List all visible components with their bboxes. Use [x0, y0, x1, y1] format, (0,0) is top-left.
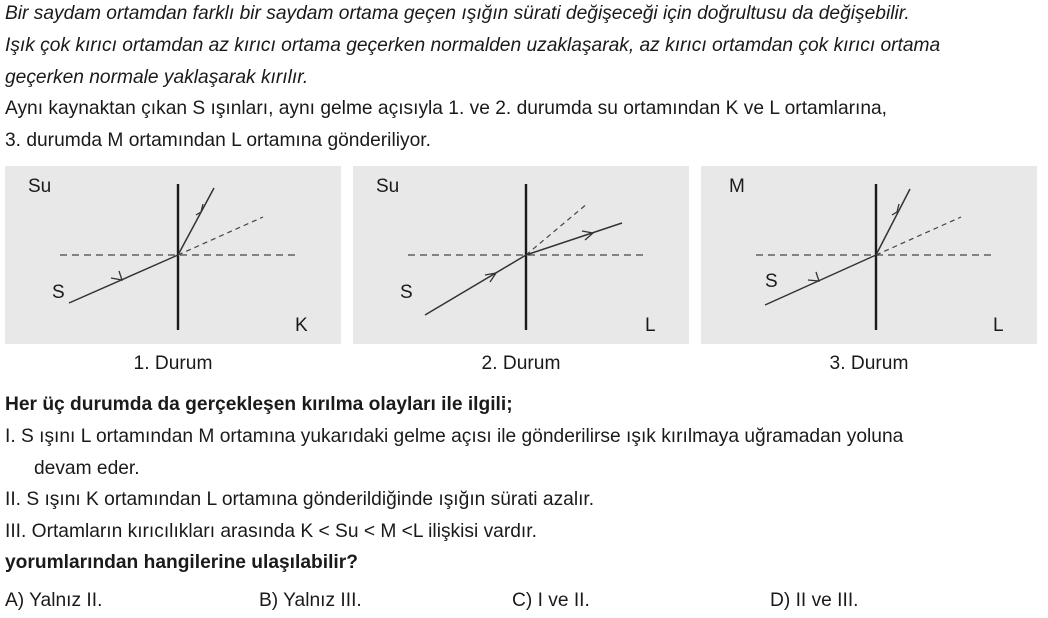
statement-1-line-2: devam eder. — [34, 458, 140, 479]
setup-line-1: Aynı kaynaktan çıkan S ışınları, aynı gelme açısıyla 1. ve 2. durumda su ortamından K ve L ortamlarına, — [5, 98, 888, 119]
undeviated-path-line — [876, 217, 961, 255]
incident-ray — [425, 255, 526, 315]
figure-1-diagram — [5, 166, 341, 344]
answer-option-c[interactable]: C) I ve II. — [512, 590, 590, 611]
statement-3: III. Ortamların kırıcılıkları arasında K < Su < M <L ilişkisi vardır. — [5, 521, 537, 542]
setup-line-2: 3. durumda M ortamından L ortamına gönderiliyor. — [5, 130, 431, 151]
refracted-ray — [526, 223, 622, 255]
incident-ray-arrow — [808, 272, 819, 281]
undeviated-path-line — [526, 203, 588, 255]
figure-3-diagram — [701, 166, 1037, 344]
figure-2-diagram — [353, 166, 689, 344]
question-prompt: yorumlarından hangilerine ulaşılabilir? — [5, 552, 358, 573]
medium-right-label: L — [645, 315, 656, 336]
incident-ray-arrow — [111, 271, 122, 280]
ray-label: S — [765, 271, 778, 292]
incident-ray — [765, 255, 876, 305]
question-stem: Her üç durumda da gerçekleşen kırılma olayları ile ilgili; — [5, 394, 513, 415]
intro-line-2: Işık çok kırıcı ortamdan az kırıcı ortama geçerken normalden uzaklaşarak, az kırıcı ortamdan çok kırıcı ortama — [5, 35, 941, 56]
answer-option-b[interactable]: B) Yalnız III. — [259, 590, 362, 611]
ray-label: S — [52, 282, 65, 303]
figure-2-caption: 2. Durum — [481, 353, 561, 374]
statement-2: II. S ışını K ortamından L ortamına gönderildiğinde ışığın sürati azalır. — [5, 489, 595, 510]
figure-2-panel — [353, 166, 689, 344]
incident-ray-arrow — [485, 273, 496, 282]
incident-ray — [69, 255, 178, 303]
refracted-ray-arrow — [196, 204, 203, 215]
ray-label: S — [400, 282, 413, 303]
answer-option-a[interactable]: A) Yalnız II. — [5, 590, 103, 611]
medium-left-label: Su — [28, 176, 52, 197]
undeviated-path-line — [178, 217, 263, 255]
figure-3-caption: 3. Durum — [829, 353, 909, 374]
medium-right-label: L — [993, 315, 1004, 336]
medium-right-label: K — [295, 315, 308, 336]
intro-line-3: geçerken normale yaklaşarak kırılır. — [5, 67, 309, 88]
refracted-ray — [178, 188, 214, 255]
answer-option-d[interactable]: D) II ve III. — [770, 590, 859, 611]
figure-1-panel — [5, 166, 341, 344]
statement-1-line-1: I. S ışını L ortamından M ortamına yukarıdaki gelme açısı ile gönderilirse ışık kırılmaya uğramadan yoluna — [5, 426, 904, 447]
figure-1-caption: 1. Durum — [133, 353, 213, 374]
figure-3-panel — [701, 166, 1037, 344]
medium-left-label: Su — [376, 176, 400, 197]
refracted-ray — [876, 189, 910, 255]
medium-left-label: M — [729, 176, 745, 197]
intro-line-1: Bir saydam ortamdan farklı bir saydam ortama geçen ışığın sürati değişeceği için doğrultusu da değişebilir. — [5, 3, 910, 24]
